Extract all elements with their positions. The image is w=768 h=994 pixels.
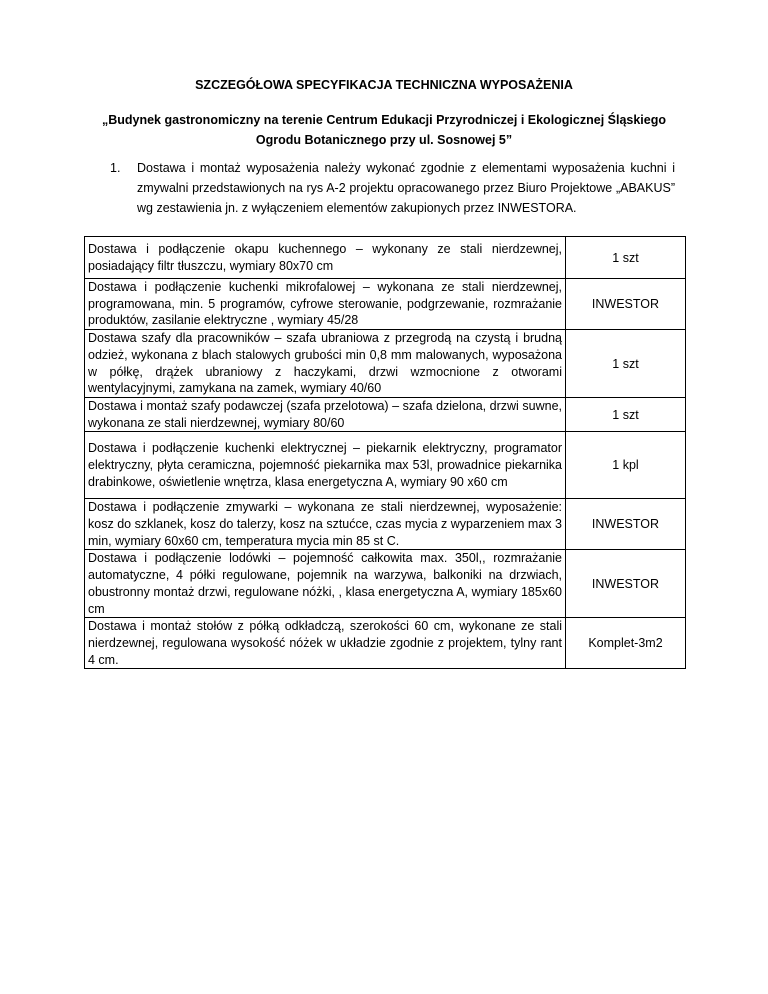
table-row [85,397,686,431]
row-description: Dostawa i podłączenie kuchenki elektrycznej – piekarnik elektryczny, programator elektryczny, płyta ceramiczna, pojemność piekarnika max 53l, prowadnice piekarnika drabinkowe, oświetlenie wnętrza, klasa energetyczna A, wymiary 90 x60 cm [85,432,566,499]
table-row [85,330,686,398]
document-subtitle [96,110,672,150]
table-row [85,237,686,279]
row-quantity: INWESTOR [566,279,686,330]
subtitle-line-1: „Budynek gastronomiczny na terenie Centrum Edukacji Przyrodniczej i Ekologicznej Śląskiego [101,113,667,127]
row-description: Dostawa i podłączenie lodówki – pojemność całkowita max. 350l,, rozmrażanie automatyczne, 4 półki regulowane, pojemnik na warzywa, balkoniki na drzwiach, obustronny montaż drzwi, regulowane nóżki, , klasa energetyczna A, wymiary 185x60 cm [85,550,566,618]
table-row [85,618,686,669]
row-description: Dostawa i podłączenie kuchenki mikrofalowej – wykonana ze stali nierdzewnej, programowana, min. 5 programów, cyfrowe sterowanie, podgrzewanie, rozmrażanie produktów, zasilanie elektryczne , wymiary 45/28 [85,279,566,330]
equipment-table [84,236,686,669]
subtitle-line-2: Ogrodu Botanicznego przy ul. Sosnowej 5” [255,133,513,147]
document-title: SZCZEGÓŁOWA SPECYFIKACJA TECHNICZNA WYPOSAŻENIA [195,78,573,92]
row-quantity: 1 szt [566,330,686,398]
table-row [85,499,686,550]
row-description: Dostawa szafy dla pracowników – szafa ubraniowa z przegrodą na czystą i brudną odzież, wykonana z blach stalowych grubości min 0,8 mm malowanych, wyposażona w półkę, drążek ubraniowy z haczykami, drzwi wzmocnione z otworami wentylacyjnymi, zamykana na zamek, wymiary 40/60 [85,330,566,398]
row-description: Dostawa i montaż stołów z półką odkładczą, szerokości 60 cm, wykonane ze stali nierdzewnej, regulowana wysokość nóżek w układzie zgodnie z projektem, tylny rant 4 cm. [85,618,566,669]
row-description: Dostawa i podłączenie okapu kuchennego – wykonany ze stali nierdzewnej, posiadający filtr tłuszczu, wymiary 80x70 cm [85,237,566,279]
row-description: Dostawa i podłączenie zmywarki – wykonana ze stali nierdzewnej, wyposażenie: kosz do szklanek, kosz do talerzy, kosz na sztućce, czas mycia z wyparzeniem max 3 min, wymiary 60x60 cm, temperatura mycia min 85 st C. [85,499,566,550]
table-row [85,550,686,618]
row-quantity: INWESTOR [566,550,686,618]
table-row [85,432,686,499]
row-quantity: 1 kpl [566,432,686,499]
table-row [85,279,686,330]
intro-paragraph [110,158,675,218]
intro-text: Dostawa i montaż wyposażenia należy wykonać zgodnie z elementami wyposażenia kuchni i zmywalni przedstawionych na rys A-2 projektu opracowanego przez Biuro Projektowe „ABAKUS” wg zestawienia jn. z wyłączeniem elementów zakupionych przez INWESTORA. [137,161,675,215]
row-quantity: INWESTOR [566,499,686,550]
row-quantity: Komplet-3m2 [566,618,686,669]
row-description: Dostawa i montaż szafy podawczej (szafa przelotowa) – szafa dzielona, drzwi suwne, wykonana ze stali nierdzewnej, wymiary 80/60 [85,397,566,431]
intro-number: 1. [110,161,121,175]
row-quantity: 1 szt [566,397,686,431]
row-quantity: 1 szt [566,237,686,279]
